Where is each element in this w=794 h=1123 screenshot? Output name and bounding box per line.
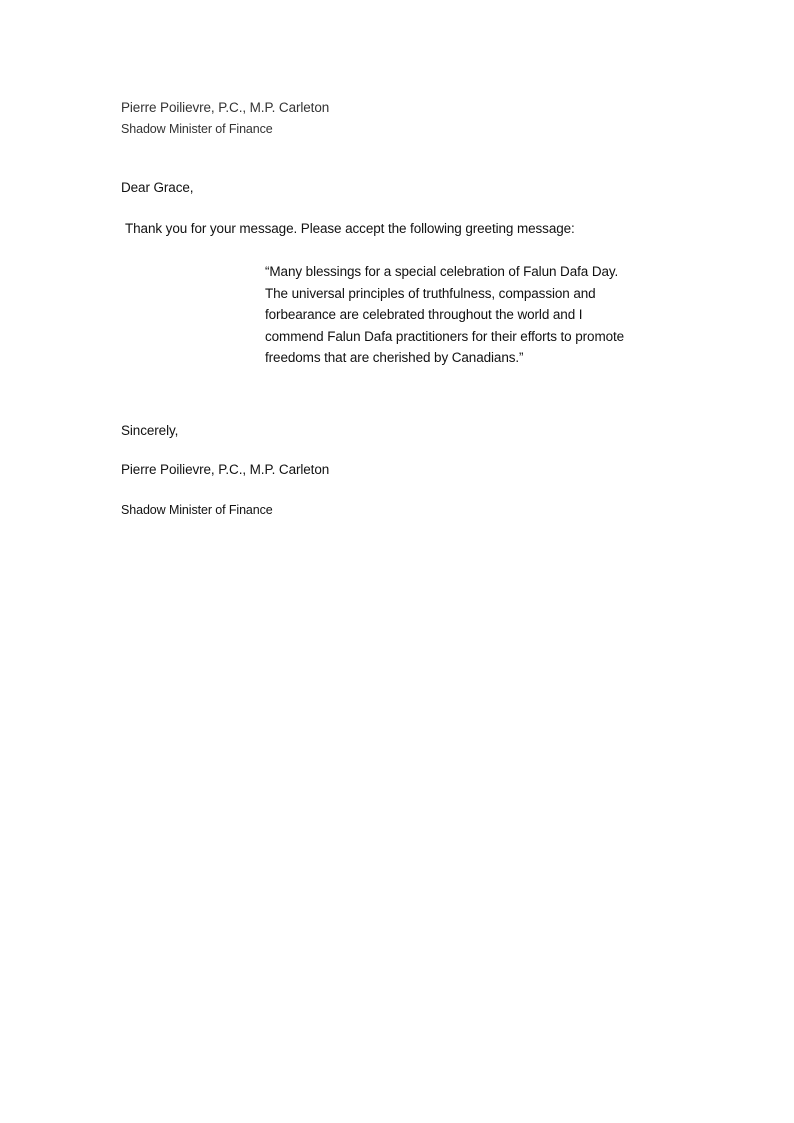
quote-line: commend Falun Dafa practitioners for their efforts to promote bbox=[265, 328, 625, 344]
greeting-quote bbox=[265, 261, 695, 369]
signature-title: Shadow Minister of Finance bbox=[121, 503, 273, 517]
letterhead-title: Shadow Minister of Finance bbox=[121, 122, 273, 136]
salutation: Dear Grace, bbox=[121, 180, 194, 195]
quote-line: The universal principles of truthfulness, compassion and bbox=[265, 285, 596, 301]
letterhead-name: Pierre Poilievre, P.C., M.P. Carleton bbox=[121, 100, 330, 115]
signature-name: Pierre Poilievre, P.C., M.P. Carleton bbox=[121, 462, 330, 477]
quote-line: forbearance are celebrated throughout the world and I bbox=[265, 307, 583, 323]
quote-line: “Many blessings for a special celebration of Falun Dafa Day. bbox=[265, 264, 619, 279]
quote-line: freedoms that are cherished by Canadians.” bbox=[265, 350, 524, 366]
closing: Sincerely, bbox=[121, 423, 179, 438]
intro-paragraph: Thank you for your message. Please accept the following greeting message: bbox=[125, 221, 575, 236]
